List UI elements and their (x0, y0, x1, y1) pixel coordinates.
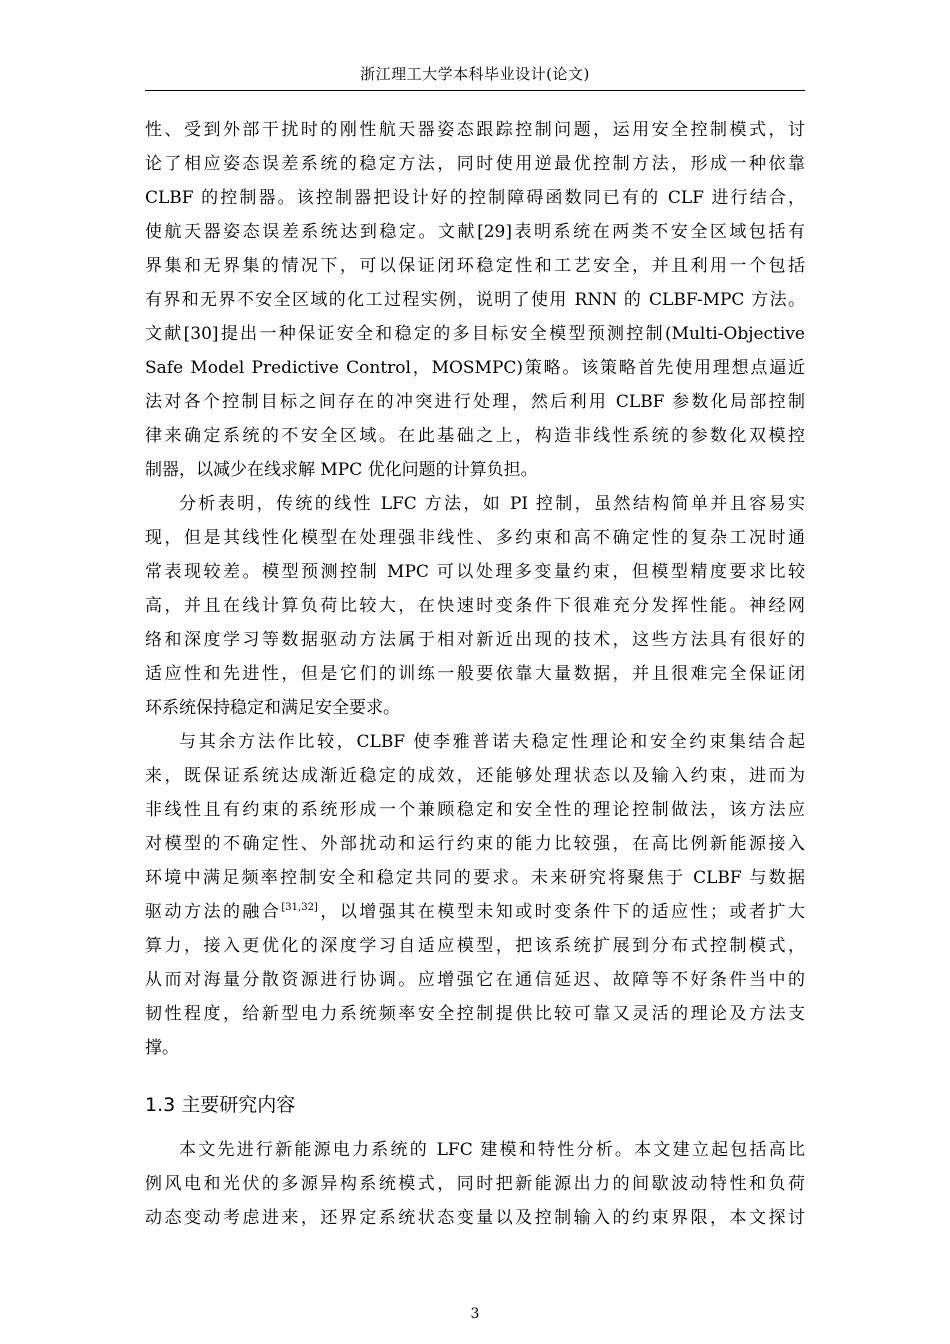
paragraph-line: Safe Model Predictive Control，MOSMPC)策略。该策略首先使用理想点逼近 (145, 358, 805, 378)
paragraph-line: 环系统保持稳定和满足安全要求。 (145, 698, 400, 718)
paragraph-line: 论了相应姿态误差系统的稳定方法，同时使用逆最优控制方法，形成一种依靠 (145, 154, 805, 174)
paragraph-line: 法对各个控制目标之间存在的冲突进行处理，然后利用 CLBF 参数化局部控制 (145, 392, 805, 412)
paragraph-line: CLBF 的控制器。该控制器把设计好的控制障碍函数同已有的 CLF 进行结合， (145, 188, 805, 208)
paragraph-line: 使航天器姿态误差系统达到稳定。文献[29]表明系统在两类不安全区域包括有 (145, 222, 805, 242)
paragraph-line: 文献[30]提出一种保证安全和稳定的多目标安全模型预测控制(Multi-Objective (145, 324, 805, 344)
paragraph-line: 撑。 (145, 1038, 179, 1058)
paragraph-line: 高，并且在线计算负荷比较大，在快速时变条件下很难充分发挥性能。神经网 (145, 596, 805, 616)
citation-line-text: 驱动方法的融合 (145, 902, 282, 922)
paragraph-line: 现，但是其线性化模型在处理强非线性、多约束和高不确定性的复杂工况时通 (145, 528, 805, 548)
paragraph-line: 例风电和光伏的多源异构系统模式，同时把新能源出力的间歇波动特性和负荷 (145, 1174, 805, 1194)
paragraph-line (145, 895, 805, 929)
citation-line-text: ，以增强其在模型未知或时变条件下的适应性；或者扩大 (317, 902, 806, 922)
running-header: 浙江理工大学本科毕业设计(论文) (360, 65, 590, 83)
paragraph-line: 适应性和先进性，但是它们的训练一般要依靠大量数据，并且很难完全保证闭 (145, 664, 805, 684)
paragraph-line: 对模型的不确定性、外部扰动和运行约束的能力比较强，在高比例新能源接入 (145, 834, 805, 854)
paragraph-line: 动态变动考虑进来，还界定系统状态变量以及控制输入的约束界限，本文探讨 (145, 1208, 805, 1228)
paragraph-line: 分析表明，传统的线性 LFC 方法，如 PI 控制，虽然结构简单并且容易实 (179, 494, 805, 514)
paragraph-line: 络和深度学习等数据驱动方法属于相对新近出现的技术，这些方法具有很好的 (145, 630, 805, 650)
paragraph-line: 环境中满足频率控制安全和稳定共同的要求。未来研究将聚焦于 CLBF 与数据 (145, 868, 805, 888)
citation-superscript: [31,32] (281, 902, 318, 913)
section-heading: 1.3 主要研究内容 (145, 1094, 296, 1116)
paragraph-line: 算力，接入更优化的深度学习自适应模型，把该系统扩展到分布式控制模式， (145, 936, 805, 956)
paragraph-line: 本文先进行新能源电力系统的 LFC 建模和特性分析。本文建立起包括高比 (179, 1140, 805, 1160)
paragraph-line: 来，既保证系统达成渐近稳定的成效，还能够处理状态以及输入约束，进而为 (145, 766, 805, 786)
paragraph-line: 从而对海量分散资源进行协调。应增强它在通信延迟、故障等不好条件当中的 (145, 970, 805, 990)
page-number: 3 (470, 1306, 480, 1322)
header-rule (145, 90, 805, 91)
paragraph-line: 韧性程度，给新型电力系统频率安全控制提供比较可靠又灵活的理论及方法支 (145, 1004, 805, 1024)
paragraph-line: 性、受到外部干扰时的刚性航天器姿态跟踪控制问题，运用安全控制模式，讨 (145, 120, 805, 140)
paragraph-line: 制器，以减少在线求解 MPC 优化问题的计算负担。 (145, 460, 538, 480)
paragraph-line: 界集和无界集的情况下，可以保证闭环稳定性和工艺安全，并且利用一个包括 (145, 256, 805, 276)
paragraph-line: 非线性且有约束的系统形成一个兼顾稳定和安全性的理论控制做法，该方法应 (145, 800, 805, 820)
paragraph-line: 常表现较差。模型预测控制 MPC 可以处理多变量约束，但模型精度要求比较 (145, 562, 805, 582)
paragraph-line: 律来确定系统的不安全区域。在此基础之上，构造非线性系统的参数化双模控 (145, 426, 805, 446)
paragraph-line: 与其余方法作比较，CLBF 使李雅普诺夫稳定性理论和安全约束集结合起 (179, 732, 805, 752)
paragraph-line: 有界和无界不安全区域的化工过程实例，说明了使用 RNN 的 CLBF-MPC 方法。 (145, 290, 805, 310)
